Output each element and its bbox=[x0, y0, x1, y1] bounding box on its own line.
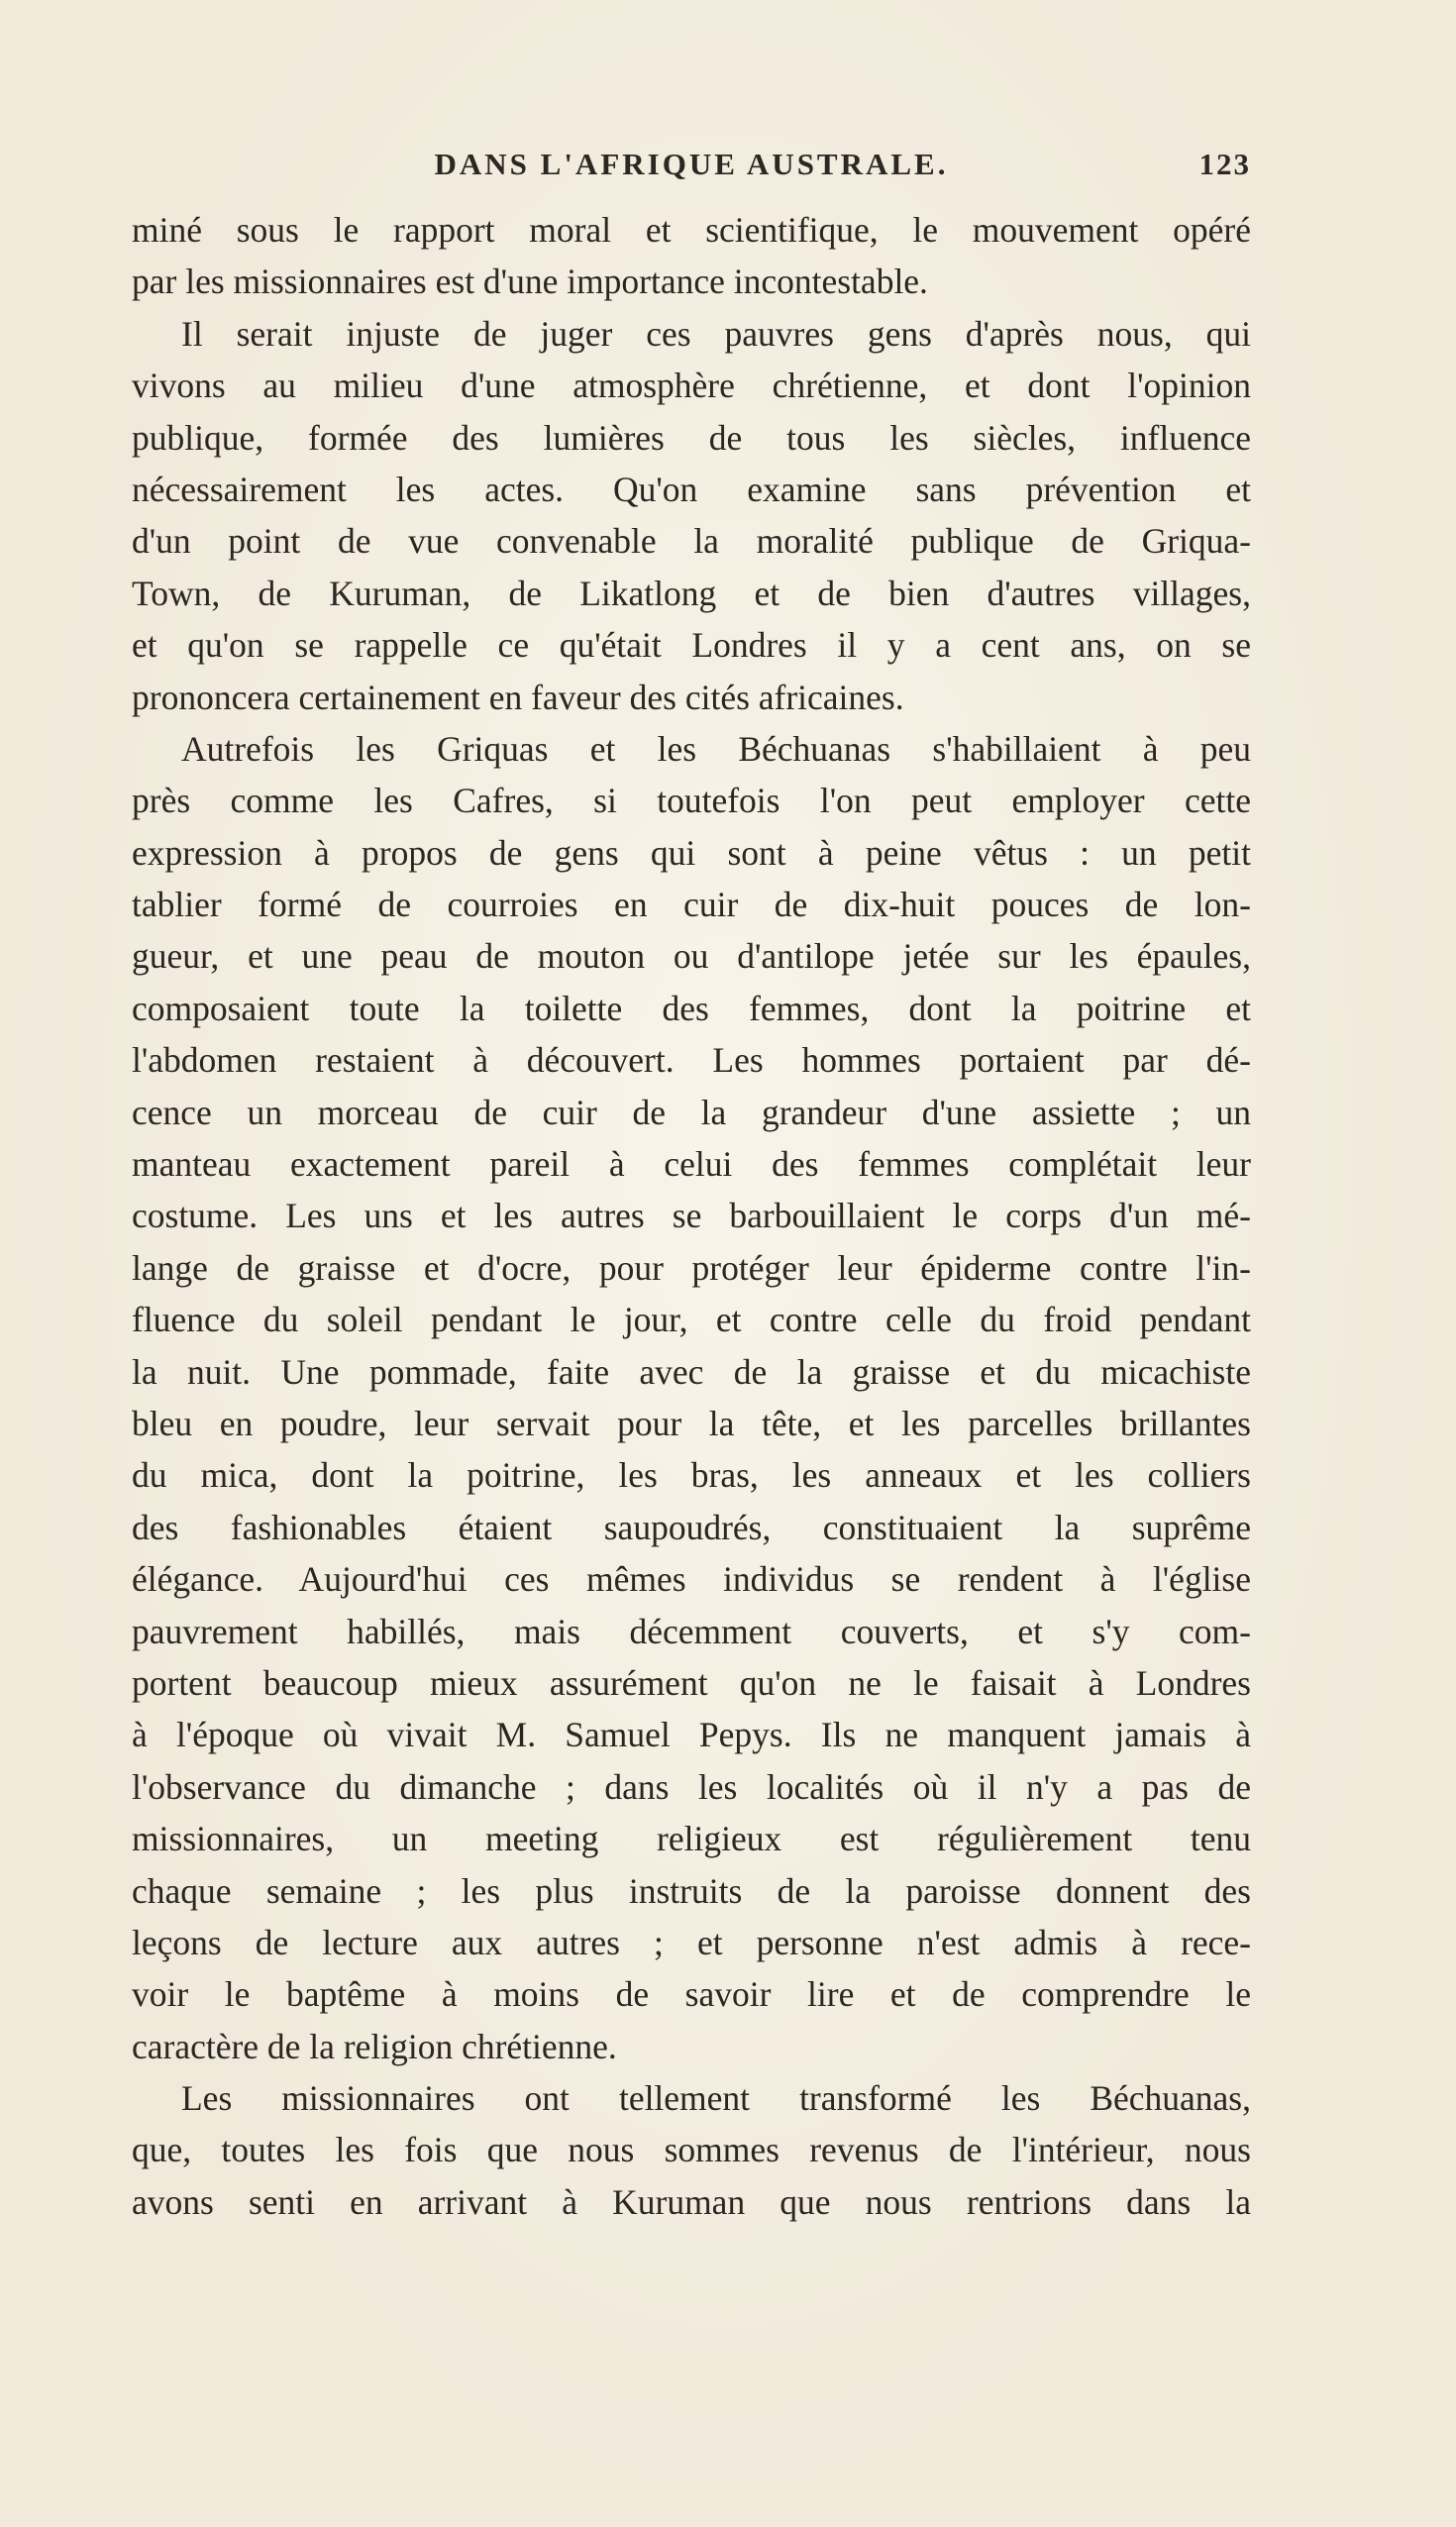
text-line: portent beaucoup mieux assurément qu'on ne le faisait à Londres bbox=[132, 1662, 1251, 1703]
text-line: voir le baptême à moins de savoir lire et de comprendre le bbox=[132, 1974, 1251, 2015]
text-line: expression à propos de gens qui sont à peine vêtus : un petit bbox=[132, 832, 1251, 873]
page-number: 123 bbox=[1198, 147, 1251, 181]
body-text bbox=[132, 204, 1251, 2228]
text-line: lange de graisse et d'ocre, pour protéger leur épiderme contre l'in- bbox=[132, 1247, 1251, 1288]
text-line: l'observance du dimanche ; dans les localités où il n'y a pas de bbox=[132, 1766, 1251, 1807]
text-line: avons senti en arrivant à Kuruman que nous rentrions dans la bbox=[132, 2181, 1251, 2222]
paragraph bbox=[132, 204, 1251, 308]
running-head bbox=[132, 147, 1251, 186]
text-line: et qu'on se rappelle ce qu'était Londres il y a cent ans, on se bbox=[132, 625, 1251, 666]
paragraph bbox=[132, 723, 1251, 2072]
text-line: élégance. Aujourd'hui ces mêmes individus se rendent à l'église bbox=[132, 1559, 1251, 1600]
text-line: par les missionnaires est d'une importance incontestable. bbox=[132, 262, 928, 302]
text-line: missionnaires, un meeting religieux est régulièrement tenu bbox=[132, 1819, 1251, 1859]
text-line: près comme les Cafres, si toutefois l'on peut employer cette bbox=[132, 781, 1251, 821]
text-line: publique, formée des lumières de tous les siècles, influence bbox=[132, 417, 1251, 458]
text-line: tablier formé de courroies en cuir de dix-huit pouces de lon- bbox=[132, 885, 1251, 925]
text-line: gueur, et une peau de mouton ou d'antilope jetée sur les épaules, bbox=[132, 936, 1251, 977]
text-line: d'un point de vue convenable la moralité publique de Griqua- bbox=[132, 521, 1251, 562]
text-line: caractère de la religion chrétienne. bbox=[132, 2026, 617, 2066]
text-line: leçons de lecture aux autres ; et personne n'est admis à rece- bbox=[132, 1922, 1251, 1962]
text-line: des fashionables étaient saupoudrés, constituaient la suprême bbox=[132, 1507, 1251, 1547]
text-line: manteau exactement pareil à celui des femmes complétait leur bbox=[132, 1144, 1251, 1185]
text-line: cence un morceau de cuir de la grandeur d'une assiette ; un bbox=[132, 1092, 1251, 1132]
text-line: à l'époque où vivait M. Samuel Pepys. Ils ne manquent jamais à bbox=[132, 1715, 1251, 1755]
text-line: bleu en poudre, leur servait pour la tête, et les parcelles brillantes bbox=[132, 1403, 1251, 1443]
running-title: DANS L'AFRIQUE AUSTRALE. bbox=[434, 147, 949, 181]
paragraph bbox=[132, 308, 1251, 723]
text-line: composaient toute la toilette des femmes, dont la poitrine et bbox=[132, 988, 1251, 1028]
text-line: prononcera certainement en faveur des cités africaines. bbox=[132, 677, 904, 717]
text-line: Autrefois les Griquas et les Béchuanas s'habillaient à peu bbox=[181, 728, 1251, 769]
text-line: l'abdomen restaient à découvert. Les hommes portaient par dé- bbox=[132, 1040, 1251, 1081]
text-line: fluence du soleil pendant le jour, et contre celle du froid pendant bbox=[132, 1300, 1251, 1340]
text-line: miné sous le rapport moral et scientifique, le mouvement opéré bbox=[132, 210, 1251, 250]
text-line: Il serait injuste de juger ces pauvres gens d'après nous, qui bbox=[181, 313, 1251, 354]
text-line: la nuit. Une pommade, faite avec de la graisse et du micachiste bbox=[132, 1351, 1251, 1392]
text-line: du mica, dont la poitrine, les bras, les anneaux et les colliers bbox=[132, 1455, 1251, 1496]
text-line: chaque semaine ; les plus instruits de la paroisse donnent des bbox=[132, 1870, 1251, 1911]
text-line: Les missionnaires ont tellement transformé les Béchuanas, bbox=[181, 2078, 1251, 2119]
text-line: pauvrement habillés, mais décemment couverts, et s'y com- bbox=[132, 1611, 1251, 1651]
text-line: nécessairement les actes. Qu'on examine sans prévention et bbox=[132, 469, 1251, 509]
text-line: vivons au milieu d'une atmosphère chrétienne, et dont l'opinion bbox=[132, 366, 1251, 406]
paragraph bbox=[132, 2072, 1251, 2228]
text-line: Town, de Kuruman, de Likatlong et de bien d'autres villages, bbox=[132, 573, 1251, 613]
text-line: que, toutes les fois que nous sommes revenus de l'intérieur, nous bbox=[132, 2130, 1251, 2170]
text-line: costume. Les uns et les autres se barbouillaient le corps d'un mé- bbox=[132, 1196, 1251, 1236]
